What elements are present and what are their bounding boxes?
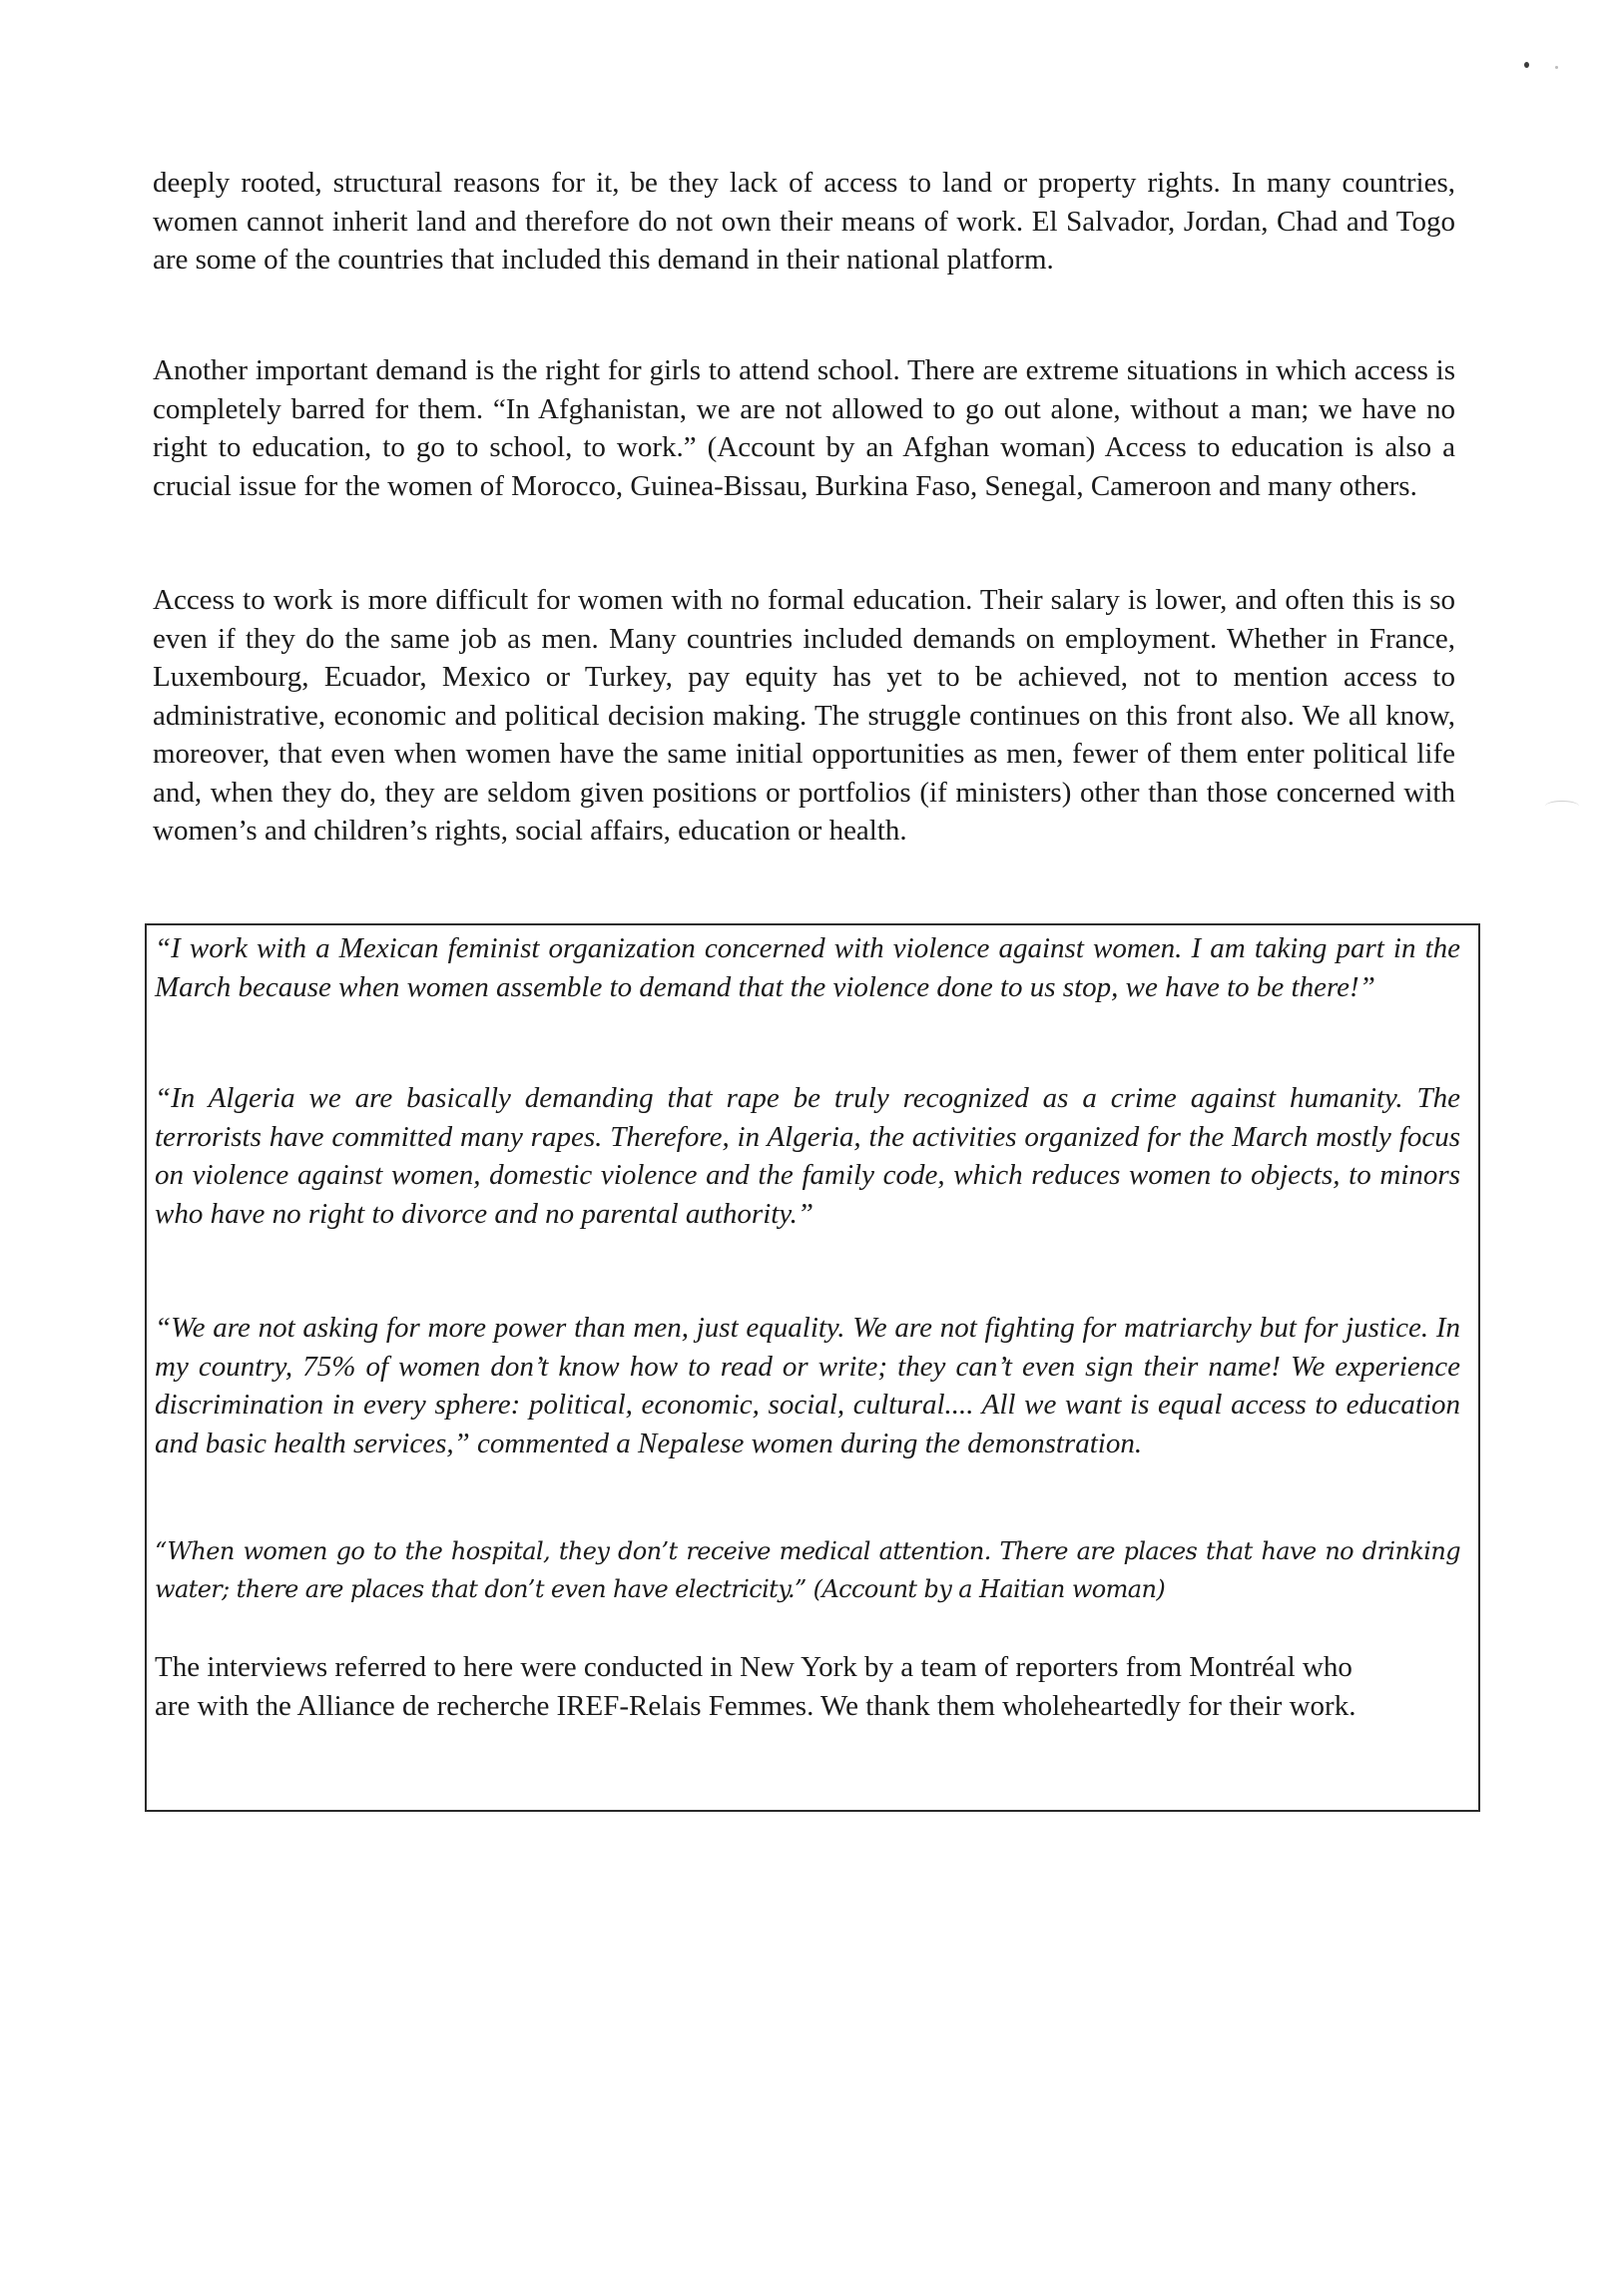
body-paragraph: Access to work is more difficult for women with no formal education. Their salary is lower, and often this is so even if they do the same job as men. Many countries included demands on employment. Whether in France, Luxembourg, Ecuador, Mexico or Turkey, pay equity has yet to be achieved, not to mention access to administrative, economic and political decision making. The struggle continues on this front also. We all know, moreover, that even when women have the same initial opportunities as men, fewer of them enter political life and, when they do, they are seldom given positions or portfolios (if ministers) other than those concerned with women’s and children’s rights, social affairs, education or health. (153, 584, 1455, 847)
testimonial-quote: “I work with a Mexican feminist organization concerned with violence against women. I am taking part in the March because when women assemble to demand that the violence done to us stop, we have to be there!” (155, 932, 1460, 1003)
testimonial-quote: “We are not asking for more power than men, just equality. We are not fighting for matriarchy but for justice. In my country, 75% of women don’t know how to read or write; they can’t even sign their name! We experience discrimination in every sphere: political, economic, social, cultural.... All we want is equal access to education and basic health services,” commented a Nepalese women during the demonstration. (155, 1312, 1460, 1459)
scan-speck (1524, 62, 1529, 68)
scan-speck (1555, 66, 1558, 69)
scan-edge-mark (1545, 801, 1579, 812)
testimonial-quote: “When women go to the hospital, they don’t receive medical attention. There are places that have no drinking water; there are places that don’t even have electricity.” (Account by a Haitian woman) (155, 1537, 1460, 1603)
interview-credits: The interviews referred to here were conducted in New York by a team of reporters from Montréal who are with the Alliance de recherche IREF-Relais Femmes. We thank them wholeheartedly for their work. (155, 1651, 1356, 1722)
body-paragraph: Another important demand is the right for girls to attend school. There are extreme situations in which access is completely barred for them. “In Afghanistan, we are not allowed to go out alone, without a man; we have no right to education, to go to school, to work.” (Account by an Afghan woman) Access to education is also a crucial issue for the women of Morocco, Guinea-Bissau, Burkina Faso, Senegal, Cameroon and many others. (153, 354, 1455, 502)
body-paragraph: deeply rooted, structural reasons for it, be they lack of access to land or property rights. In many countries, women cannot inherit land and therefore do not own their means of work. El Salvador, Jordan, Chad and Togo are some of the countries that included this demand in their national platform. (153, 167, 1455, 276)
testimonial-quote: “In Algeria we are basically demanding that rape be truly recognized as a crime against humanity. The terrorists have committed many rapes. Therefore, in Algeria, the activities organized for the March mostly focus on violence against women, domestic violence and the family code, which reduces women to objects, to minors who have no right to divorce and no parental authority.” (155, 1082, 1460, 1230)
